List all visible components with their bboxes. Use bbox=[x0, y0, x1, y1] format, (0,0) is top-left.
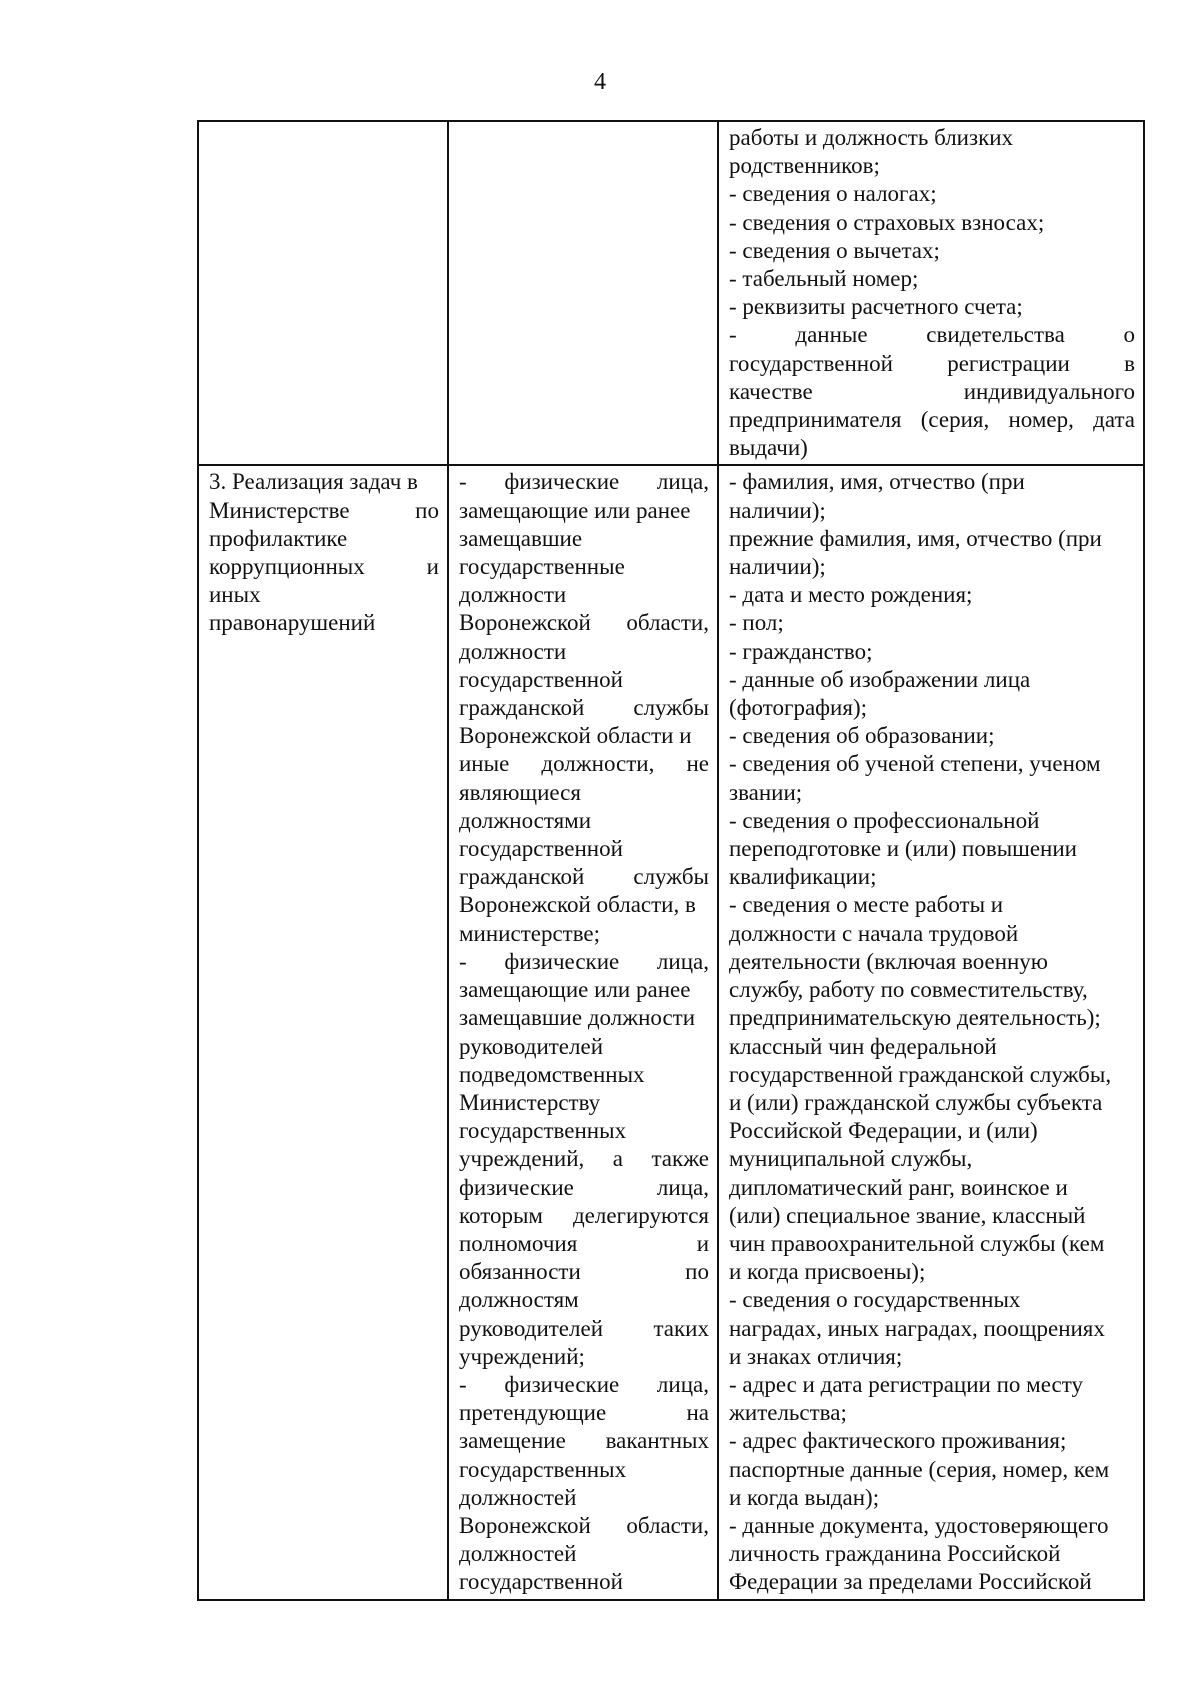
cell-text-line: работы и должность близких bbox=[729, 125, 1014, 150]
cell-text-line: иные должности, не bbox=[459, 751, 709, 777]
cell-text-line: Воронежской области, в bbox=[459, 892, 696, 918]
cell-text-line: Российской Федерации, и (или) bbox=[729, 1118, 1038, 1144]
cell-text-line: гражданской службы bbox=[459, 864, 709, 890]
cell-text-line: физические лица, bbox=[459, 1174, 709, 1200]
cell-text-line: обязанности по bbox=[459, 1259, 709, 1285]
cell-text-line: - физические лица, bbox=[459, 948, 709, 974]
data-list-cell bbox=[717, 122, 1143, 464]
cell-text-line: должностей bbox=[459, 1484, 577, 1510]
cell-text-line: министерстве; bbox=[459, 920, 601, 946]
cell-text-line: - пол; bbox=[729, 610, 784, 636]
table-row-continuation bbox=[199, 122, 1143, 464]
cell-text-line: руководителей bbox=[459, 1033, 604, 1059]
cell-text-line: государственной bbox=[459, 1569, 623, 1595]
cell-text-line: должностям bbox=[459, 1287, 579, 1313]
cell-text-line: учреждений; bbox=[459, 1343, 585, 1369]
cell-text-line: Федерации за пределами Российской bbox=[729, 1569, 1092, 1595]
table-row-3 bbox=[199, 464, 1143, 1598]
cell-text-line: государственных bbox=[459, 1456, 627, 1482]
cell-text-line: - сведения о месте работы и bbox=[729, 892, 1004, 918]
cell-text-line: - адрес фактического проживания; bbox=[729, 1428, 1067, 1454]
cell-text-line: личность гражданина Российской bbox=[729, 1541, 1061, 1567]
cell-text-line: государственной bbox=[459, 666, 623, 692]
cell-text-line: (фотография); bbox=[729, 695, 867, 721]
cell-text-line: звании; bbox=[729, 779, 803, 805]
cell-text-line: Воронежской области, bbox=[459, 1512, 709, 1538]
cell-text-line: государственные bbox=[459, 554, 625, 580]
cell-text-line: жительства; bbox=[729, 1400, 847, 1426]
cell-text-line: - физические лица, bbox=[459, 469, 709, 495]
cell-text-line: иных bbox=[209, 582, 261, 608]
cell-text-line: гражданской службы bbox=[459, 695, 709, 721]
cell-text-line: профилактике bbox=[209, 525, 348, 551]
cell-text-line: службу, работу по совместительству, bbox=[729, 977, 1088, 1003]
cell-text-line: паспортные данные (серия, номер, кем bbox=[729, 1456, 1110, 1482]
cell-text-line: - реквизиты расчетного счета; bbox=[729, 294, 1023, 320]
cell-text-line: Воронежской области и bbox=[459, 723, 692, 749]
cell-text-line: и знаках отличия; bbox=[729, 1343, 903, 1369]
cell-text-line: государственной регистрации в bbox=[729, 350, 1135, 376]
cell-text-line: выдачи) bbox=[729, 435, 808, 461]
cell-text-line: квалификации; bbox=[729, 864, 877, 890]
cell-text-line: чин правоохранительной службы (кем bbox=[729, 1230, 1105, 1256]
cell-text-line: переподготовке и (или) повышении bbox=[729, 836, 1077, 862]
cell-text-line: - фамилия, имя, отчество (при bbox=[729, 469, 1025, 495]
cell-text-line: правонарушений bbox=[209, 610, 376, 636]
cell-text-line: - адрес и дата регистрации по месту bbox=[729, 1371, 1083, 1397]
cell-text-line: Министерству bbox=[459, 1089, 601, 1115]
cell-text-line: - сведения о вычетах; bbox=[729, 237, 940, 263]
purpose-cell bbox=[199, 122, 447, 464]
cell-text-line: - дата и место рождения; bbox=[729, 582, 973, 608]
cell-text-line: - данные об изображении лица bbox=[729, 666, 1031, 692]
cell-text-line: - сведения о профессиональной bbox=[729, 807, 1040, 833]
cell-text-line: деятельности (включая военную bbox=[729, 948, 1048, 974]
cell-text-line: государственной гражданской службы, bbox=[729, 1061, 1112, 1087]
cell-text-line: полномочия и bbox=[459, 1230, 709, 1256]
cell-text-line: - табельный номер; bbox=[729, 266, 919, 292]
cell-text-line: наличии); bbox=[729, 554, 826, 580]
cell-text-line: Воронежской области, bbox=[459, 610, 709, 636]
cell-text-line: - сведения об ученой степени, ученом bbox=[729, 751, 1101, 777]
cell-text-line: и когда выдан); bbox=[729, 1484, 880, 1510]
cell-text-line: дипломатический ранг, воинское и bbox=[729, 1174, 1068, 1200]
cell-text-line: родственников; bbox=[729, 153, 880, 179]
cell-text-line: являющиеся bbox=[459, 779, 581, 805]
cell-text-line: замещение вакантных bbox=[459, 1428, 709, 1454]
cell-text-line: которым делегируются bbox=[459, 1202, 709, 1228]
cell-text-line: - сведения об образовании; bbox=[729, 723, 995, 749]
cell-text-line: качестве индивидуального bbox=[729, 378, 1135, 404]
subjects-cell bbox=[447, 122, 717, 464]
cell-text-line: замещающие или ранее bbox=[459, 977, 691, 1003]
cell-text-line: предпринимателя (серия, номер, дата bbox=[729, 407, 1135, 433]
cell-text-line: замещающие или ранее bbox=[459, 497, 691, 523]
cell-text-line: государственной bbox=[459, 836, 623, 862]
cell-text-line: замещавшие bbox=[459, 525, 583, 551]
cell-text-line: классный чин федеральной bbox=[729, 1033, 997, 1059]
cell-text-line: и (или) гражданской службы субъекта bbox=[729, 1089, 1103, 1115]
data-processing-table bbox=[197, 120, 1145, 1601]
subjects-cell bbox=[447, 466, 717, 1598]
cell-text-line: (или) специальное звание, классный bbox=[729, 1202, 1086, 1228]
cell-text-line: - сведения о государственных bbox=[729, 1287, 1021, 1313]
cell-text-line: наличии); bbox=[729, 497, 826, 523]
cell-text-line: - сведения о страховых взносах; bbox=[729, 209, 1045, 235]
purpose-cell bbox=[199, 466, 447, 1598]
cell-text-line: и когда присвоены); bbox=[729, 1259, 926, 1285]
cell-text-line: претендующие на bbox=[459, 1400, 709, 1426]
cell-text-line: 3. Реализация задач в bbox=[209, 469, 418, 495]
cell-text-line: должности bbox=[459, 582, 567, 608]
cell-text-line: прежние фамилия, имя, отчество (при bbox=[729, 525, 1102, 551]
data-list-cell bbox=[717, 466, 1143, 1598]
cell-text-line: муниципальной службы, bbox=[729, 1146, 973, 1172]
cell-text-line: замещавшие должности bbox=[459, 1005, 696, 1031]
cell-text-line: - данные документа, удостоверяющего bbox=[729, 1512, 1109, 1538]
cell-text-line: - гражданство; bbox=[729, 638, 873, 664]
cell-text-line: наградах, иных наградах, поощрениях bbox=[729, 1315, 1105, 1341]
cell-text-line: - данные свидетельства о bbox=[729, 322, 1135, 348]
cell-text-line: должности с начала трудовой bbox=[729, 920, 1019, 946]
cell-text-line: предпринимательскую деятельность); bbox=[729, 1005, 1101, 1031]
cell-text-line: учреждений, а также bbox=[459, 1146, 709, 1172]
page-number: 4 bbox=[594, 69, 606, 95]
cell-text-line: должностями bbox=[459, 807, 592, 833]
cell-text-line: должности bbox=[459, 638, 567, 664]
cell-text-line: должностей bbox=[459, 1541, 577, 1567]
cell-text-line: - физические лица, bbox=[459, 1371, 709, 1397]
cell-text-line: Министерстве по bbox=[209, 497, 439, 523]
cell-text-line: коррупционных и bbox=[209, 554, 439, 580]
cell-text-line: государственных bbox=[459, 1118, 627, 1144]
cell-text-line: руководителей таких bbox=[459, 1315, 709, 1341]
cell-text-line: подведомственных bbox=[459, 1061, 645, 1087]
cell-text-line: - сведения о налогах; bbox=[729, 181, 937, 207]
